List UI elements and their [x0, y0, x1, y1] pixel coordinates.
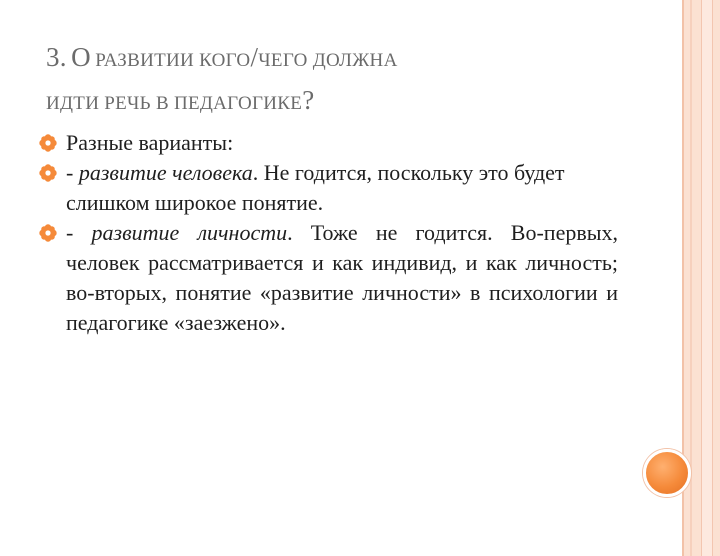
title-line-1 [46, 38, 606, 81]
list-item [40, 218, 618, 338]
decorative-frame-strip [701, 0, 713, 556]
title-number: 3. [46, 42, 67, 72]
title-text: ЧЕГО ДОЛЖНА [258, 50, 398, 71]
title-text: РАЗВИТИИ КОГО [95, 50, 251, 71]
title-line-2 [46, 81, 606, 124]
flower-bullet-icon [39, 224, 57, 242]
list-item [40, 158, 618, 218]
bullet-rest: . Тоже не годится. Во-первых, человек рассматривается и как индивид, и как личность; во-вторых, понятие «развитие личности» в психологии и педагогике «заезжено». [66, 220, 618, 335]
flower-bullet-icon [39, 134, 57, 152]
slide-title [46, 38, 606, 124]
bullet-text [66, 158, 618, 218]
list-item [40, 128, 618, 158]
bullet-list [40, 128, 618, 338]
bullet-rest: . Не годится, поскольку это будет слишком широкое понятие. [66, 160, 565, 215]
bullet-lead: - [66, 220, 92, 245]
orange-circle-icon [643, 449, 691, 497]
bullet-text: Разные варианты: [66, 130, 234, 155]
bullet-lead: - [66, 160, 79, 185]
title-capital: О [71, 42, 91, 72]
bullet-text [66, 218, 618, 338]
bullet-italic-term: развитие личности [91, 220, 288, 245]
flower-bullet-icon [39, 164, 57, 182]
title-question-mark: ? [302, 85, 315, 115]
title-text: ИДТИ РЕЧЬ В ПЕДАГОГИКЕ [46, 93, 303, 114]
title-slash: / [250, 42, 259, 72]
bullet-italic-term: развитие человека [78, 160, 253, 185]
